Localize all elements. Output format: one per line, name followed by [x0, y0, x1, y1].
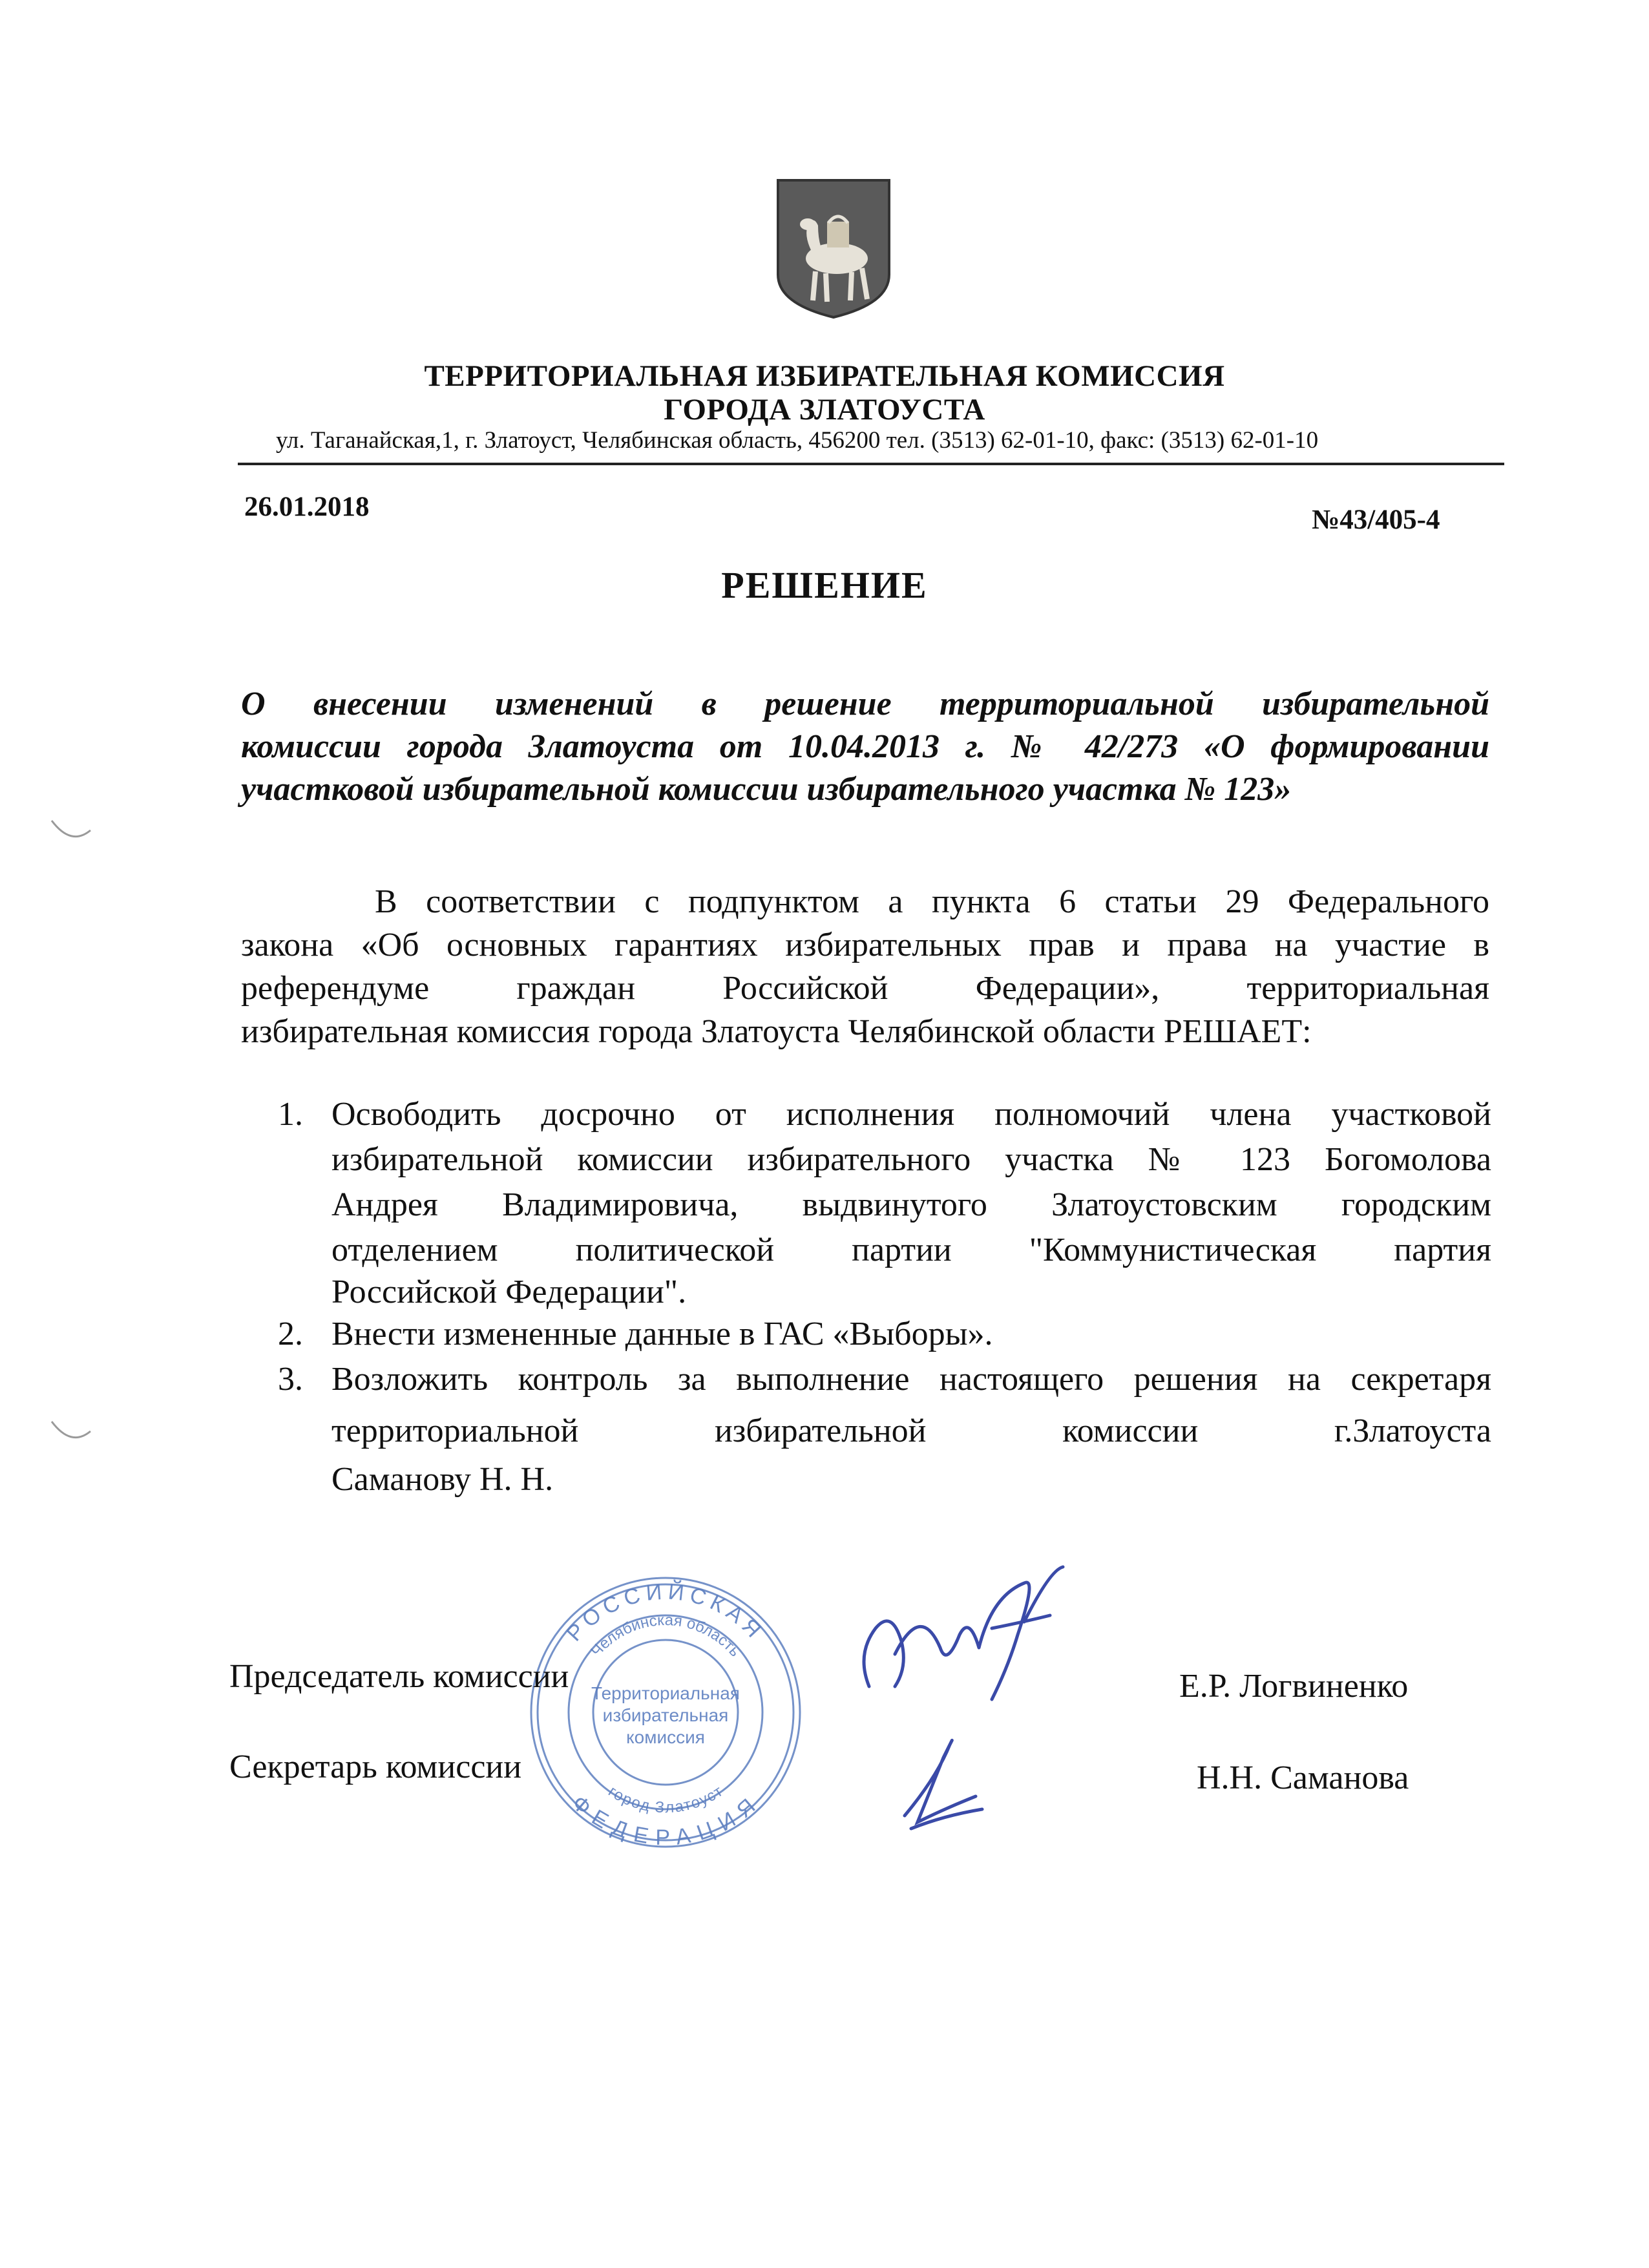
secretary-signature	[879, 1719, 1008, 1848]
commission-seal	[523, 1570, 808, 1854]
seal-outer-top-text: РОССИЙСКАЯ	[562, 1579, 770, 1646]
subject-line: комиссии города Златоуста от 10.04.2013 г. № 42/273 «О формировании	[241, 728, 1489, 765]
seal-inner-top-text: Челябинская область	[587, 1611, 744, 1661]
list-item-line: отделением политической партии "Коммунистическая партия	[331, 1232, 1491, 1268]
list-item-line: избирательной комиссии избирательного участка № 123 Богомолова	[331, 1141, 1491, 1178]
subject-line: О внесении изменений в решение территориальной избирательной	[241, 686, 1489, 722]
preamble-line: референдуме граждан Российской Федерации», территориальная	[241, 970, 1489, 1007]
subject-line: участковой избирательной комиссии избирательного участка № 123»	[241, 771, 1292, 808]
secretary-name: Н.Н. Саманова	[1197, 1759, 1409, 1796]
chair-title: Председатель комиссии	[229, 1658, 569, 1695]
list-item-line: Освободить досрочно от исполнения полномочий члена участковой	[331, 1096, 1491, 1133]
list-item-line: территориальной избирательной комиссии г.Златоуста	[331, 1412, 1491, 1449]
list-item-line: Саманову Н. Н.	[331, 1461, 554, 1498]
list-item-line: Андрея Владимировича, выдвинутого Златоустовским городским	[331, 1186, 1491, 1223]
list-item-line: Российской Федерации".	[331, 1274, 687, 1310]
chair-name: Е.Р. Логвиненко	[1179, 1668, 1409, 1705]
preamble-line: избирательная комиссия города Златоуста Челябинской области РЕШАЕТ:	[241, 1013, 1312, 1050]
chair-signature	[830, 1557, 1089, 1712]
list-item-line: Возложить контроль за выполнение настоящего решения на секретаря	[331, 1361, 1491, 1398]
punch-hole-mark	[48, 817, 94, 843]
commission-title-line1: ТЕРРИТОРИАЛЬНАЯ ИЗБИРАТЕЛЬНАЯ КОМИССИЯ	[424, 359, 1225, 393]
seal-inner-bottom-text: город Златоуст	[605, 1782, 726, 1817]
preamble-line: закона «Об основных гарантиях избирательных прав и права на участие в	[241, 927, 1489, 963]
header-divider	[238, 463, 1504, 465]
list-item-number: 3.	[278, 1361, 303, 1398]
seal-center-line1: Территориальная	[591, 1683, 740, 1703]
document-date: 26.01.2018	[244, 492, 370, 522]
commission-address: ул. Таганайская,1, г. Златоуст, Челябинская область, 456200 тел. (3513) 62-01-10, факс: (3513) 62-01-10	[276, 427, 1319, 454]
commission-title-line2: ГОРОДА ЗЛАТОУСТА	[664, 393, 985, 426]
secretary-title: Секретарь комиссии	[229, 1748, 522, 1785]
list-item-line: Внести измененные данные в ГАС «Выборы».	[331, 1316, 993, 1352]
document-heading: РЕШЕНИЕ	[721, 564, 928, 606]
seal-center-line2: избирательная	[602, 1705, 729, 1725]
punch-hole-mark	[48, 1418, 94, 1444]
seal-outer-bottom-text: ФЕДЕРАЦИЯ	[567, 1790, 764, 1851]
list-item-number: 2.	[278, 1316, 303, 1352]
preamble-line: В соответствии с подпунктом а пункта 6 статьи 29 Федерального	[375, 883, 1489, 920]
document-number: №43/405-4	[1312, 505, 1440, 535]
list-item-number: 1.	[278, 1096, 303, 1133]
coat-of-arms-icon	[775, 178, 892, 320]
seal-center-line3: комиссия	[626, 1727, 705, 1747]
